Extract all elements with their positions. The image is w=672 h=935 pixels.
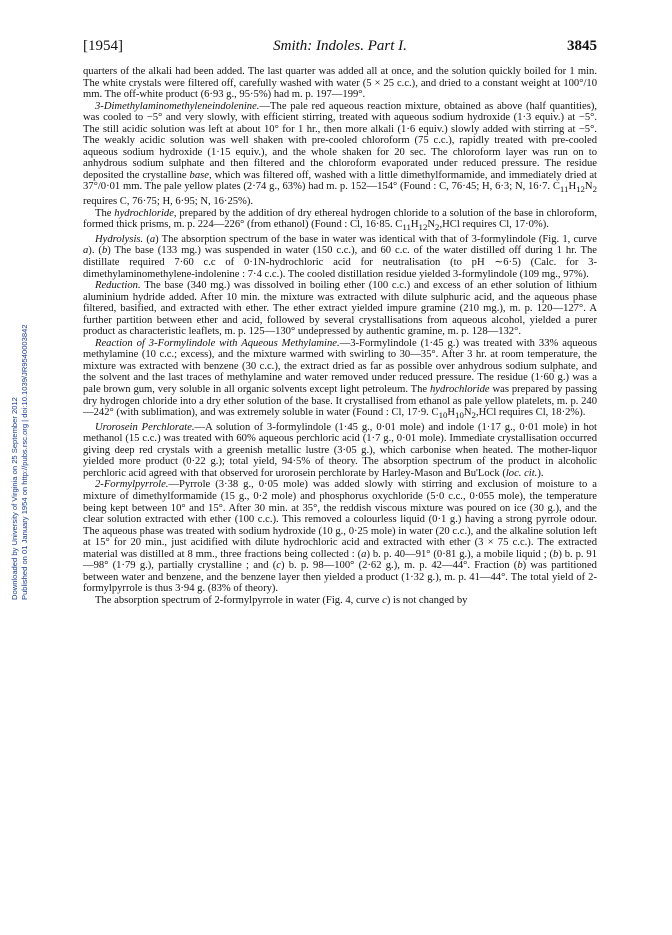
body-paragraph: The absorption spectrum of 2-formylpyrrole in water (Fig. 4, curve c) is not changed by xyxy=(95,594,468,606)
body-paragraph: Hydrolysis. (a) The absorption spectrum of the base in water was identical with that of 3-formylindole (Fig. 1, curve a). (b) The base (133 mg.) was suspended in water (150 c.c.), and 60 c.c. of the water distilled off during 1 hr. The distillate required 7·60 c.c of 0·1N-hydrochloric acid for neutralisation (to pH ∼6·5) (Calc. for 3-dimethylaminomethylene-indolenine : 7·4 c.c.). The cooled distillation residue yielded 3-formylindole (109 mg., 97%). xyxy=(83,233,598,280)
body-paragraph: Urorosein Perchlorate.—A solution of 3-formylindole (1·45 g., 0·01 mole) and indole (1·17 g., 0·01 mole) in hot methanol (15 c.c.) was treated with 60% aqueous perchloric acid (1·7 g., 0·01 mole). Immediate crystallisation occurred giving deep red crystals with a greenish metallic lustre (3·05 g.), which carbonise when heated. The mother-liquor yielded more product (0·22 g.); total yield, 94·5% of theory. The absorption spectrum of the product in alcoholic perchloric acid agreed with that observed for urorosein perchlorate by Harley-Mason and Bu'Lock (loc. cit.). xyxy=(83,421,597,479)
body-paragraph: Reaction of 3-Formylindole with Aqueous Methylamine.—3-Formylindole (1·45 g.) was treated with 33% aqueous methylamine (10 c.c.; excess), and the mixture warmed with swirling to 30—35°. After 3 hr. at room temperature, the mixture was extracted with benzene (30 c.c.), the extract dried as far as possible over anhydrous sodium sulphate, and the solvent and the last traces of methylamine and water removed under reduced pressure. The residue (1·60 g.) was a pale brown gum, very soluble in all organic solvents except light petroleum. The hydrochloride was prepared by passing dry hydrogen chloride into a dry ether solution of the base. It crystallised from ethanol as pale yellow platelets, m. p. 240—242° (with sublimation), and was extremely soluble in water (Found : Cl, 17·9. $C_{10}H_{10}N_2,HCl$ requires Cl, 18·2%). xyxy=(83,337,597,421)
body-paragraph: quarters of the alkali had been added. The last quarter was added all at once, and the solution quickly boiled for 1 min. The white crystals were filtered off, carefully washed with water (5 × 25 c.c.), and dried to a constant weight at 100°/10 mm. The off-white product (6·93 g., 95·5%) had m. p. 197—199°. xyxy=(83,66,597,101)
download-watermark xyxy=(10,160,28,600)
article-body xyxy=(83,66,597,606)
running-title: Smith: Indoles. Part I. xyxy=(273,38,407,54)
download-info-link[interactable]: Downloaded by University of Virginia on 25 September 2012 xyxy=(10,397,19,600)
body-paragraph: 2-Formylpyrrole.—Pyrrole (3·38 g., 0·05 mole) was added slowly with stirring and exclusion of moisture to a mixture of dimethylformamide (15 g., 0·2 mole) and phosphorus oxychloride (5·0 c.c., 0·055 mole), the temperature being kept between 10° and 15°. After 30 min. at 35°, the reddish viscous mixture was poured on ice (30 g.), and the clear solution extracted with ether (100 c.c.). This removed a colourless liquid (0·1 g.) having a strong pyrrole odour. The aqueous phase was treated with sodium hydroxide (10 g., 0·25 mole) in water (20 c.c.), and the alkaline solution left at 15° for 20 min., just acidified with dilute hydrochloric acid and extracted with ether (3 × 75 c.c.). The extracted material was distilled at 8 mm., three fractions being collected : (a) b. p. 40—91° (0·81 g.), a mobile liquid ; (b) b. p. 91—98° (1·79 g.), partially crystalline ; and (c) b. p. 98—100° (2·62 g.), m. p. 42—44°. Fraction (b) was partitioned between water and benzene, and the benzene layer then yielded a product (1·32 g.), m. p. 41—44°. The total yield of 2-formylpyrrole is thus 3·94 g. (83% of theory). xyxy=(83,479,597,595)
body-paragraph: 3-Dimethylaminomethyleneindolenine.—The pale red aqueous reaction mixture, obtained as above (half quantities), was cooled to −5° and very slowly, with efficient stirring, treated with aqueous sodium hydroxide (1·3 equiv.) at −5°. The still acidic solution was left at about 10° for 1 hr., then more alkali (1·6 equiv.) slowly added with stirring at −5°. The weakly acidic solution was well shaken with pre-cooled chloroform (75 c.c.), rapidly treated with pre-cooled aqueous sodium hydroxide (1·15 equiv.), and the whole shaken for 20 sec. The chloroform layer was run on to anhydrous sodium sulphate and then filtered and the chloroform evaporated under reduced pressure. The residue deposited the crystalline base, which was filtered off, washed with a little dimethylformamide, and immediately dried at 37°/0·01 mm. The pale yellow plates (2·74 g., 63%) had m. p. 152—154° (Found : C, 76·45; H, 6·3; N, 16·7. $C_{11}H_{12}N_2$ requires C, 76·75; H, 6·95; N, 16·25%). xyxy=(83,100,597,208)
journal-year: [1954] xyxy=(83,38,123,54)
body-paragraph: Reduction. The base (340 mg.) was dissolved in boiling ether (100 c.c.) and excess of an ether solution of lithium aluminium hydride added. After 10 min. the mixture was extracted with dilute sulphuric acid, and the aqueous phase filtered, basified, and extracted with ether. The ether extract yielded impure gramine (210 mg.), m. p. 120—127°. A further partition between ether and acid, followed by several crystallisations from aqueous alcohol, yielded a purer product as characteristic leaflets, m. p. 125—130° undepressed by authentic gramine, m. p. 128—132°. xyxy=(83,280,597,338)
body-paragraph: The hydrochloride, prepared by the addition of dry ethereal hydrogen chloride to a solution of the base in chloroform, formed thick prisms, m. p. 224—226° (from ethanol) (Found : Cl, 16·85. $C_{11}H_{12}N_2,HCl$ requires Cl, 17·0%). xyxy=(83,207,597,233)
page-header xyxy=(83,38,597,60)
page-number: 3845 xyxy=(567,38,597,54)
publication-info-link[interactable]: Published on 01 January 1954 on http://pubs.rsc.org | doi:10.1039/JR9540003842 xyxy=(20,324,29,600)
